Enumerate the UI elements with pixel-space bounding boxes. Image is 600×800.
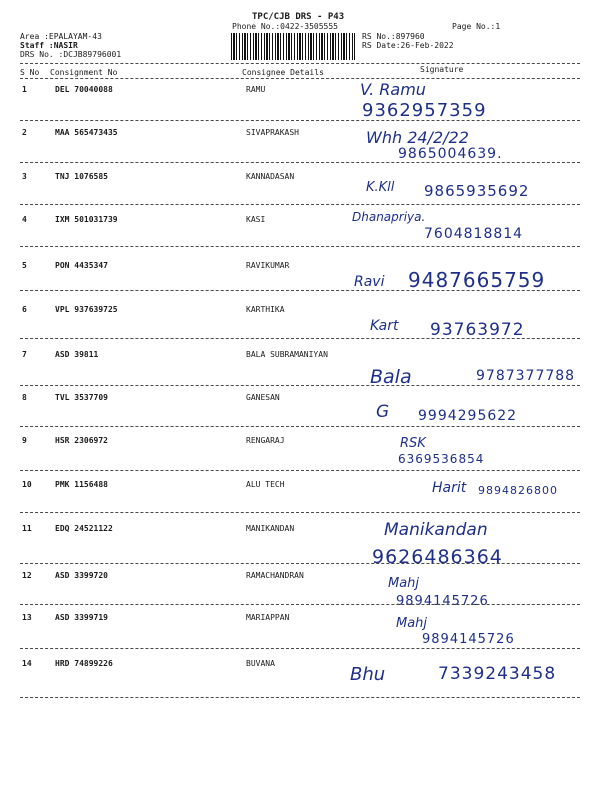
- row-consignment: IXM 501031739: [55, 215, 118, 224]
- row-phone: 93763972: [430, 320, 525, 340]
- row-signature: RSK: [400, 436, 426, 451]
- row-sno: 5: [22, 261, 27, 270]
- area-label: Area :EPALAYAM-43: [20, 32, 102, 41]
- row-consignee: RAMU: [246, 85, 266, 94]
- row-sno: 1: [22, 85, 27, 94]
- row-sno: 12: [22, 571, 32, 580]
- rs-number: RS No.:897960: [362, 32, 425, 41]
- row-phone: 9487665759: [408, 268, 546, 292]
- row-consignment: DEL 70040088: [55, 85, 113, 94]
- column-consignment: Consignment No: [50, 68, 118, 77]
- row-signature: Mahj: [396, 616, 428, 631]
- row-sno: 10: [22, 480, 32, 489]
- row-sno: 4: [22, 215, 27, 224]
- column-divider: [20, 78, 580, 79]
- row-consignee: KASI: [246, 215, 266, 224]
- row-divider: [20, 512, 580, 513]
- row-consignee: KARTHIKA: [246, 305, 285, 314]
- row-sno: 6: [22, 305, 27, 314]
- row-consignment: PMK 1156488: [55, 480, 108, 489]
- row-phone: 7604818814: [424, 226, 524, 242]
- row-phone: 9626486364: [372, 546, 503, 568]
- row-consignee: BALA SUBRAMANIYAN: [246, 350, 328, 359]
- row-signature: Kart: [370, 318, 399, 334]
- row-signature: K.Kll: [366, 180, 395, 195]
- page-number: Page No.:1: [452, 22, 501, 31]
- drs-number: DRS No. :DCJB89796001: [20, 50, 122, 59]
- row-signature: Bala: [370, 366, 412, 388]
- row-signature: Whh 24/2/22: [366, 128, 469, 147]
- row-divider: [20, 120, 580, 121]
- row-signature: Manikandan: [384, 520, 488, 540]
- row-divider: [20, 426, 580, 427]
- column-sno: S No: [20, 68, 40, 77]
- row-consignment: MAA 565473435: [55, 128, 118, 137]
- row-signature: Bhu: [350, 664, 386, 685]
- row-consignee: RENGARAJ: [246, 436, 285, 445]
- row-divider: [20, 162, 580, 163]
- row-consignment: TNJ 1076585: [55, 172, 108, 181]
- row-sno: 8: [22, 393, 27, 402]
- row-divider: [20, 246, 580, 247]
- row-sno: 9: [22, 436, 27, 445]
- row-consignee: SIVAPRAKASH: [246, 128, 299, 137]
- row-consignee: ALU TECH: [246, 480, 285, 489]
- row-consignment: PON 4435347: [55, 261, 108, 270]
- row-divider: [20, 204, 580, 205]
- staff-label: Staff :NASIR: [20, 41, 78, 50]
- rs-date: RS Date:26-Feb-2022: [362, 41, 454, 50]
- row-divider: [20, 697, 580, 698]
- row-divider: [20, 385, 580, 386]
- row-sno: 13: [22, 613, 32, 622]
- row-divider: [20, 604, 580, 605]
- row-divider: [20, 648, 580, 649]
- row-signature: Dhanapriya.: [352, 210, 426, 224]
- row-phone: 9894145726: [396, 594, 489, 609]
- row-consignment: EDQ 24521122: [55, 524, 113, 533]
- row-divider: [20, 290, 580, 291]
- row-consignment: HRD 74899226: [55, 659, 113, 668]
- row-consignee: RAVIKUMAR: [246, 261, 290, 270]
- row-consignment: TVL 3537709: [55, 393, 108, 402]
- row-signature: V. Ramu: [360, 80, 426, 99]
- row-phone: 9894145726: [422, 632, 515, 647]
- row-sno: 7: [22, 350, 27, 359]
- row-signature: Mahj: [388, 576, 420, 591]
- row-phone: 9894826800: [478, 484, 558, 497]
- column-consignee: Consignee Details: [242, 68, 324, 77]
- row-consignment: ASD 3399720: [55, 571, 108, 580]
- sheet-title: TPC/CJB DRS - P43: [252, 12, 345, 22]
- row-phone: 9362957359: [362, 100, 487, 121]
- row-signature: Harit: [432, 480, 467, 496]
- row-phone: 9865935692: [424, 182, 530, 200]
- row-divider: [20, 338, 580, 339]
- row-divider: [20, 563, 580, 564]
- row-consignee: MARIAPPAN: [246, 613, 290, 622]
- row-consignee: BUVANA: [246, 659, 275, 668]
- row-sno: 11: [22, 524, 32, 533]
- row-consignee: RAMACHANDRAN: [246, 571, 304, 580]
- row-signature: Ravi: [354, 274, 385, 290]
- phone-number: Phone No.:0422-3505555: [232, 22, 338, 31]
- row-sno: 2: [22, 128, 27, 137]
- row-phone: 9865004639.: [398, 146, 503, 162]
- row-consignment: VPL 937639725: [55, 305, 118, 314]
- row-phone: 9787377788: [476, 368, 576, 384]
- header-divider: [20, 63, 580, 64]
- row-consignment: ASD 39811: [55, 350, 99, 359]
- row-consignee: KANNADASAN: [246, 172, 295, 181]
- row-phone: 9994295622: [418, 408, 518, 424]
- row-phone: 7339243458: [438, 664, 557, 684]
- row-sno: 14: [22, 659, 32, 668]
- row-consignee: GANESAN: [246, 393, 280, 402]
- row-divider: [20, 470, 580, 471]
- row-signature: G: [376, 402, 390, 422]
- barcode: [231, 33, 355, 60]
- column-signature: Signature: [420, 65, 464, 74]
- row-phone: 6369536854: [398, 452, 485, 466]
- row-consignment: ASD 3399719: [55, 613, 108, 622]
- row-consignee: MANIKANDAN: [246, 524, 295, 533]
- row-sno: 3: [22, 172, 27, 181]
- row-consignment: HSR 2306972: [55, 436, 108, 445]
